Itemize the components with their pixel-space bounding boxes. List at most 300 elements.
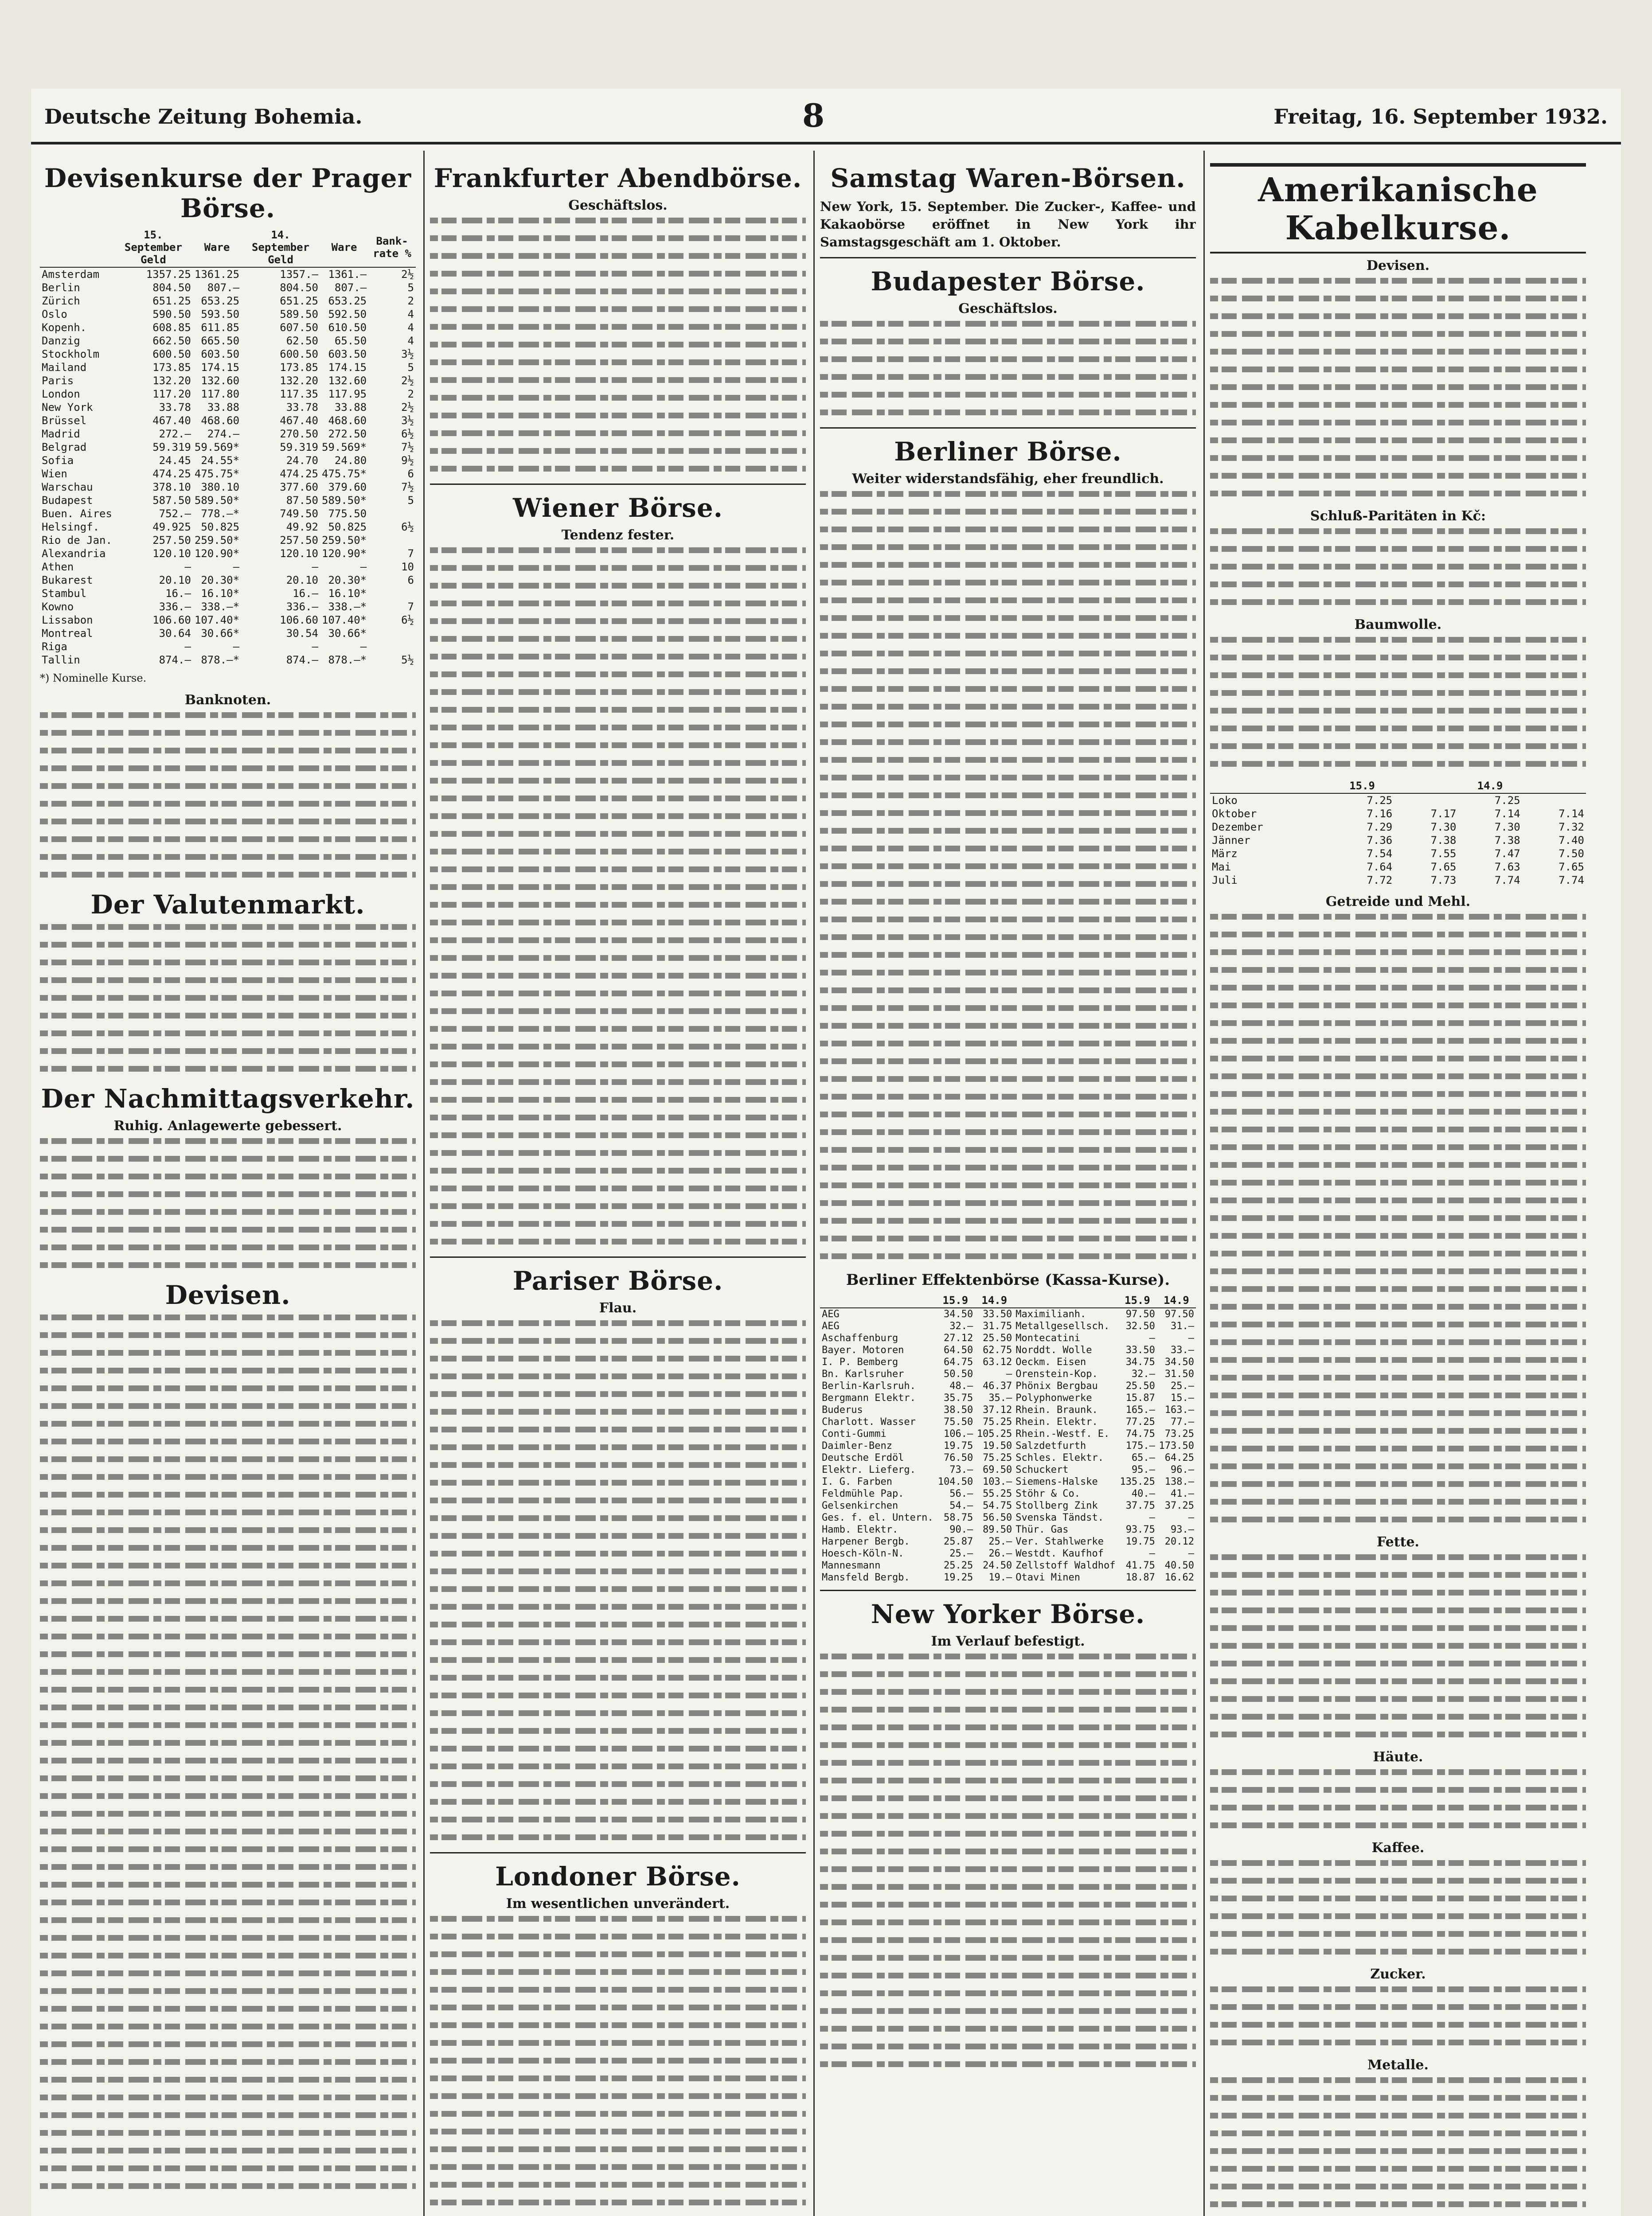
table-cell: 73.—: [949, 1464, 973, 1475]
table-cell: 174.15: [201, 361, 240, 374]
table-cell: 103.—: [983, 1476, 1012, 1487]
table-row: [40, 653, 416, 667]
table-header-cell: [1210, 779, 1330, 793]
table-cell: 7.73: [1430, 874, 1457, 886]
table-cell: 24.45: [159, 454, 191, 467]
table-cell: 467.40: [152, 414, 191, 427]
table-cell: 338.—*: [328, 601, 367, 613]
table-row: [820, 1464, 1196, 1476]
table-cell: 105.25: [976, 1428, 1012, 1440]
table-cell: 20.30*: [328, 574, 367, 586]
table-cell: Riga: [42, 640, 67, 653]
table-cell: 77.25: [1125, 1416, 1155, 1428]
table-cell: [368, 640, 416, 653]
table-header-cell: [1014, 1293, 1118, 1308]
table-cell: 1357.25: [146, 268, 191, 281]
table-cell: 50.825: [328, 521, 367, 533]
table-cell: 651.25: [152, 295, 191, 307]
table-cell: 6½: [401, 521, 414, 533]
table-cell: 468.60: [201, 414, 240, 427]
table-cell: 665.50: [201, 335, 240, 347]
table-row: [820, 1332, 1196, 1344]
nachmittagsverkehr-title: Der Nachmittagsverkehr.: [41, 1084, 415, 1114]
kaffee-title: Kaffee.: [1371, 1840, 1425, 1856]
table-cell: Helsingf.: [42, 521, 100, 533]
table-cell: 37.25: [1164, 1500, 1194, 1511]
table-cell: London: [42, 388, 80, 400]
budapest-subtitle: Geschäftslos.: [958, 301, 1058, 316]
article-text: [40, 924, 416, 1072]
article-text: [40, 1138, 416, 1268]
table-row: [40, 334, 416, 347]
table-cell: —: [1006, 1369, 1012, 1380]
table-cell: 7.14: [1494, 808, 1520, 820]
table-cell: 878.—*: [201, 654, 240, 666]
table-cell: Oeckm. Eisen: [1015, 1357, 1086, 1368]
table-cell: Siemens-Halske: [1015, 1476, 1098, 1487]
table-cell: 7.54: [1367, 847, 1393, 860]
table-cell: 607.50: [280, 321, 318, 334]
berlin-title: Berliner Börse.: [894, 437, 1122, 467]
table-cell: Metallgesellsch.: [1015, 1321, 1110, 1332]
table-cell: 807.—: [334, 281, 367, 294]
table-cell: I. G. Farben: [822, 1476, 892, 1487]
article-text: [40, 712, 416, 878]
table-cell: Mansfeld Bergb.: [822, 1572, 910, 1583]
table-cell: 59.319: [280, 441, 318, 453]
table-cell: 467.40: [280, 414, 318, 427]
table-row: [40, 507, 416, 520]
table-row: [1210, 807, 1586, 820]
table-cell: 38.50: [944, 1405, 973, 1416]
table-cell: Orenstein-Kop.: [1015, 1369, 1098, 1380]
table-row: [820, 1548, 1196, 1560]
table-cell: 9½: [401, 454, 414, 467]
table-header-cell: [1522, 779, 1586, 793]
table-cell: 653.25: [328, 295, 367, 307]
table-cell: Zürich: [42, 295, 80, 307]
table-cell: Berlin: [42, 281, 80, 294]
table-cell: 2: [407, 388, 414, 400]
table-cell: 26.—: [988, 1548, 1012, 1559]
table-row: [820, 1368, 1196, 1380]
table-cell: 274.—: [207, 428, 240, 440]
table-cell: 775.50: [328, 507, 367, 520]
frankfurt-subtitle: Geschäftslos.: [568, 198, 668, 213]
table-header-cell: Ware: [320, 228, 368, 267]
table-cell: 20.12: [1164, 1536, 1194, 1547]
table-cell: Charlott. Wasser: [822, 1416, 916, 1428]
table-cell: 10: [401, 561, 414, 573]
table-cell: 7½: [401, 441, 414, 453]
table-header-cell: 14.9: [975, 1293, 1014, 1308]
table-cell: Danzig: [42, 335, 80, 347]
table-row: [40, 427, 416, 441]
table-cell: 7.29: [1367, 821, 1393, 833]
table-cell: 117.80: [201, 388, 240, 400]
table-cell: 174.15: [328, 361, 367, 374]
table-cell: 37.12: [983, 1405, 1012, 1416]
paritaeten-title: Schluß-Paritäten in Kč:: [1310, 508, 1486, 524]
table-row: [40, 480, 416, 494]
table-cell: Harpener Bergb.: [822, 1536, 910, 1547]
table-cell: Belgrad: [42, 441, 87, 453]
table-cell: 87.50: [286, 494, 318, 507]
article-text: [430, 1320, 806, 1840]
table-cell: 50.50: [944, 1369, 973, 1380]
table-cell: 120.10: [280, 547, 318, 560]
table-cell: 25.25: [944, 1560, 973, 1571]
newyork-subtitle: Im Verlauf befestigt.: [931, 1634, 1085, 1649]
table-cell: 33.50: [1125, 1345, 1155, 1356]
table-cell: 59.569*: [321, 441, 367, 453]
budapest-title: Budapester Börse.: [871, 266, 1145, 297]
table-cell: Ges. f. el. Untern.: [822, 1512, 933, 1523]
devisen-subtitle: Devisen.: [1366, 258, 1430, 273]
devisenkurse-title: Devisenkurse der Prager Börse.: [44, 163, 412, 223]
table-row: [40, 560, 416, 574]
table-cell: Berlin-Karlsruh.: [822, 1381, 916, 1392]
table-cell: Salzdetfurth: [1015, 1440, 1086, 1451]
table-cell: 7.38: [1494, 834, 1520, 847]
table-cell: 65.50: [334, 335, 367, 347]
column-3: [820, 155, 1196, 2216]
table-cell: 2: [407, 295, 414, 307]
table-cell: 41.75: [1125, 1560, 1155, 1571]
table-cell: Conti-Gummi: [822, 1428, 887, 1440]
table-cell: Lissabon: [42, 614, 93, 626]
table-cell: 25.50: [1125, 1381, 1155, 1392]
table-cell: 30.54: [286, 627, 318, 640]
table-cell: Buen. Aires: [42, 507, 112, 520]
table-cell: 41.—: [1171, 1488, 1194, 1499]
table-cell: 173.85: [280, 361, 318, 374]
table-cell: [368, 534, 416, 547]
table-row: [40, 294, 416, 308]
table-row: [40, 534, 416, 547]
table-cell: 874.—: [286, 654, 318, 666]
table-cell: 662.50: [152, 335, 191, 347]
table-cell: 58.75: [944, 1512, 973, 1523]
table-cell: Westdt. Kaufhof: [1015, 1548, 1104, 1559]
table-cell: I. P. Bemberg: [822, 1357, 898, 1368]
table-cell: 16.—: [293, 587, 318, 600]
table-cell: —: [233, 640, 240, 653]
section-rule: [430, 1256, 806, 1258]
table-cell: Brüssel: [42, 414, 87, 427]
banknoten-title: Banknoten.: [184, 692, 271, 708]
table-cell: 55.25: [983, 1488, 1012, 1499]
table-cell: 19.—: [988, 1572, 1012, 1583]
table-header-cell: [1394, 779, 1458, 793]
article-text: [1210, 914, 1586, 1522]
table-cell: 97.50: [1125, 1309, 1155, 1320]
table-header-cell: 14.9: [1157, 1293, 1196, 1308]
table-cell: 30.66*: [201, 627, 240, 640]
article-text: [820, 321, 1196, 415]
table-cell: 20.10: [159, 574, 191, 586]
table-header-cell: 15.9: [1118, 1293, 1157, 1308]
table-cell: 32.—: [949, 1321, 973, 1332]
table-header-cell: 15.9: [1330, 779, 1394, 793]
section-rule: [430, 484, 806, 485]
table-cell: 7.36: [1367, 834, 1393, 847]
table-cell: 18.87: [1125, 1572, 1155, 1583]
samstag-waren-title: Samstag Waren-Börsen.: [830, 163, 1186, 193]
table-cell: Gelsenkirchen: [822, 1500, 898, 1511]
table-cell: 5½: [401, 654, 414, 666]
table-cell: 7.25: [1494, 794, 1520, 807]
article-text: [1210, 528, 1586, 605]
table-cell: 62.75: [983, 1345, 1012, 1356]
table-cell: 7.14: [1558, 808, 1584, 820]
table-cell: 272.—: [159, 428, 191, 440]
article-text: [430, 218, 806, 472]
article-text: [1210, 637, 1586, 767]
table-cell: 257.50: [280, 534, 318, 546]
table-row: [820, 1320, 1196, 1332]
table-cell: 7.32: [1558, 821, 1584, 833]
page-header: [31, 89, 1621, 144]
table-cell: 2½: [401, 268, 414, 281]
table-cell: 24.70: [286, 454, 318, 467]
table-cell: 59.569*: [194, 441, 240, 453]
table-row: [40, 640, 416, 653]
table-cell: 6½: [401, 428, 414, 440]
table-cell: 378.10: [152, 481, 191, 493]
table-header-cell: [820, 1293, 936, 1308]
table-cell: 59.319: [152, 441, 191, 453]
table-cell: Otavi Minen: [1015, 1572, 1080, 1583]
table-cell: 3½: [401, 414, 414, 427]
table-cell: 804.50: [280, 281, 318, 294]
wien-subtitle: Tendenz fester.: [561, 527, 675, 543]
table-cell: 270.50: [280, 428, 318, 440]
table-cell: Bayer. Motoren: [822, 1345, 904, 1356]
table-cell: [368, 507, 416, 520]
table-cell: 257.50: [152, 534, 191, 546]
table-cell: 34.50: [1164, 1357, 1194, 1368]
table-cell: —: [1149, 1333, 1155, 1344]
table-cell: 19.25: [944, 1572, 973, 1583]
article-text: [820, 1654, 1196, 2067]
table-row: [820, 1572, 1196, 1584]
table-cell: 778.—*: [201, 507, 240, 520]
table-cell: Kowno: [42, 601, 74, 613]
table-cell: 35.—: [988, 1393, 1012, 1404]
table-cell: 7.16: [1367, 808, 1393, 820]
table-cell: Zellstoff Waldhof: [1015, 1560, 1116, 1571]
table-row: [40, 321, 416, 334]
table-cell: 56.—: [949, 1488, 973, 1499]
table-cell: Warschau: [42, 481, 93, 493]
table-cell: 138.—: [1164, 1476, 1194, 1487]
table-cell: 25.—: [988, 1536, 1012, 1547]
table-cell: 120.10: [152, 547, 191, 560]
table-cell: 7.38: [1430, 834, 1457, 847]
table-cell: 259.50*: [194, 534, 240, 546]
table-cell: 593.50: [201, 308, 240, 320]
table-row: [820, 1392, 1196, 1404]
table-cell: Ver. Stahlwerke: [1015, 1536, 1104, 1547]
effekten-table: [820, 1293, 1196, 1584]
table-cell: [368, 587, 416, 600]
table-header-cell: 14.9: [1458, 779, 1522, 793]
table-row: [40, 308, 416, 321]
table-row: [820, 1452, 1196, 1464]
table-cell: 475.75*: [321, 468, 367, 480]
table-cell: 64.50: [944, 1345, 973, 1356]
table-cell: Rio de Jan.: [42, 534, 112, 546]
table-row: [40, 520, 416, 534]
table-cell: Stockholm: [42, 348, 100, 360]
fette-title: Fette.: [1377, 1534, 1419, 1550]
table-cell: 49.925: [152, 521, 191, 533]
table-cell: 7: [407, 547, 414, 560]
table-cell: Oslo: [42, 308, 67, 320]
table-cell: 32.50: [1125, 1321, 1155, 1332]
table-cell: Svenska Tändst.: [1015, 1512, 1104, 1523]
table-cell: 173.85: [152, 361, 191, 374]
table-cell: —: [184, 561, 191, 573]
table-cell: 7.47: [1494, 847, 1520, 860]
table-cell: Elektr. Lieferg.: [822, 1464, 916, 1475]
table-cell: —: [1149, 1548, 1155, 1559]
table-header-cell: 14. September Geld: [241, 228, 320, 267]
table-cell: 336.—: [286, 601, 318, 613]
table-row: [40, 401, 416, 414]
table-cell: 90.—: [949, 1524, 973, 1535]
table-cell: —: [360, 640, 367, 653]
article-text: [430, 1916, 806, 2216]
table-row: [40, 467, 416, 480]
table-row: [1210, 847, 1586, 860]
table-cell: Deutsche Erdöl: [822, 1452, 904, 1463]
table-cell: 75.25: [983, 1452, 1012, 1463]
table-cell: 336.—: [159, 601, 191, 613]
article-text: [1210, 1554, 1586, 1737]
table-cell: 117.35: [280, 388, 318, 400]
table-cell: 7.65: [1558, 861, 1584, 873]
table-cell: 7.55: [1430, 847, 1457, 860]
table-cell: 7.74: [1558, 874, 1584, 886]
table-cell: —: [233, 561, 240, 573]
table-cell: 34.75: [1125, 1357, 1155, 1368]
table-cell: 120.90*: [194, 547, 240, 560]
table-cell: 32.—: [1131, 1369, 1155, 1380]
table-cell: Rhein. Braunk.: [1015, 1405, 1098, 1416]
table-cell: 259.50*: [321, 534, 367, 546]
table-cell: 592.50: [328, 308, 367, 320]
table-cell: 20.30*: [201, 574, 240, 586]
newspaper-page: [31, 89, 1621, 2216]
frankfurt-title: Frankfurter Abendbörse.: [434, 163, 802, 193]
table-row: [40, 387, 416, 401]
table-cell: 33.78: [286, 401, 318, 414]
table-cell: 165.—: [1125, 1405, 1155, 1416]
table-row: [820, 1308, 1196, 1320]
table-cell: 7.30: [1430, 821, 1457, 833]
table-row: [820, 1440, 1196, 1452]
table-cell: Bukarest: [42, 574, 93, 586]
table-cell: 16.62: [1164, 1572, 1194, 1583]
table-cell: 75.50: [944, 1416, 973, 1428]
table-cell: 69.50: [983, 1464, 1012, 1475]
column-1: [40, 155, 416, 2216]
table-cell: 74.75: [1125, 1428, 1155, 1440]
table-row: [40, 613, 416, 627]
table-header-cell: 15. September Geld: [114, 228, 193, 267]
table-cell: 5: [407, 281, 414, 294]
table-row: [1210, 820, 1586, 834]
table-footnote: *) Nominelle Kurse.: [40, 672, 147, 684]
table-cell: Paris: [42, 375, 74, 387]
table-cell: 31.75: [983, 1321, 1012, 1332]
table-cell: 106.60: [152, 614, 191, 626]
table-row: [820, 1560, 1196, 1572]
table-cell: 50.825: [201, 521, 240, 533]
table-cell: —: [184, 640, 191, 653]
kabelkurse-title: Amerikanische Kabelkurse.: [1210, 163, 1586, 254]
table-cell: 40.50: [1164, 1560, 1194, 1571]
table-cell: 62.50: [286, 335, 318, 347]
table-cell: Oktober: [1212, 808, 1257, 820]
table-cell: 5: [407, 494, 414, 507]
table-cell: 590.50: [152, 308, 191, 320]
table-cell: Loko: [1212, 794, 1238, 807]
table-cell: Sofia: [42, 454, 74, 467]
table-header-cell: [40, 228, 114, 267]
baumwolle-title: Baumwolle.: [1354, 617, 1442, 632]
table-cell: 76.50: [944, 1452, 973, 1463]
table-cell: 2½: [401, 375, 414, 387]
table-cell: 874.—: [159, 654, 191, 666]
table-cell: 1357.—: [280, 268, 318, 281]
table-cell: 33.88: [207, 401, 240, 414]
table-cell: 132.60: [201, 375, 240, 387]
table-cell: 589.50*: [194, 494, 240, 507]
table-cell: 40.—: [1131, 1488, 1155, 1499]
devisen-table: [40, 228, 416, 667]
table-cell: 603.50: [328, 348, 367, 360]
table-cell: Stöhr & Co.: [1015, 1488, 1080, 1499]
table-row: [820, 1476, 1196, 1488]
table-cell: 33.50: [983, 1309, 1012, 1320]
table-cell: Montecatini: [1015, 1333, 1080, 1344]
table-cell: 379.60: [328, 481, 367, 493]
table-cell: Aschaffenburg: [822, 1333, 898, 1344]
table-cell: 603.50: [201, 348, 240, 360]
table-header-cell: Bank-rate %: [368, 228, 416, 267]
table-row: [40, 494, 416, 507]
table-cell: 16.10*: [328, 587, 367, 600]
table-row: [40, 361, 416, 374]
table-cell: Norddt. Wolle: [1015, 1345, 1092, 1356]
page-number: 8: [802, 97, 825, 134]
table-cell: [1394, 793, 1458, 807]
section-rule: [820, 257, 1196, 258]
devisen-title: Devisen.: [165, 1280, 291, 1310]
table-row: [40, 454, 416, 467]
table-cell: —: [1188, 1512, 1194, 1523]
table-cell: 25.50: [983, 1333, 1012, 1344]
table-row: [40, 441, 416, 454]
table-row: [1210, 860, 1586, 874]
table-cell: 46.37: [983, 1381, 1012, 1392]
table-cell: 3½: [401, 348, 414, 360]
table-cell: 6: [407, 468, 414, 480]
table-row: [1210, 793, 1586, 807]
